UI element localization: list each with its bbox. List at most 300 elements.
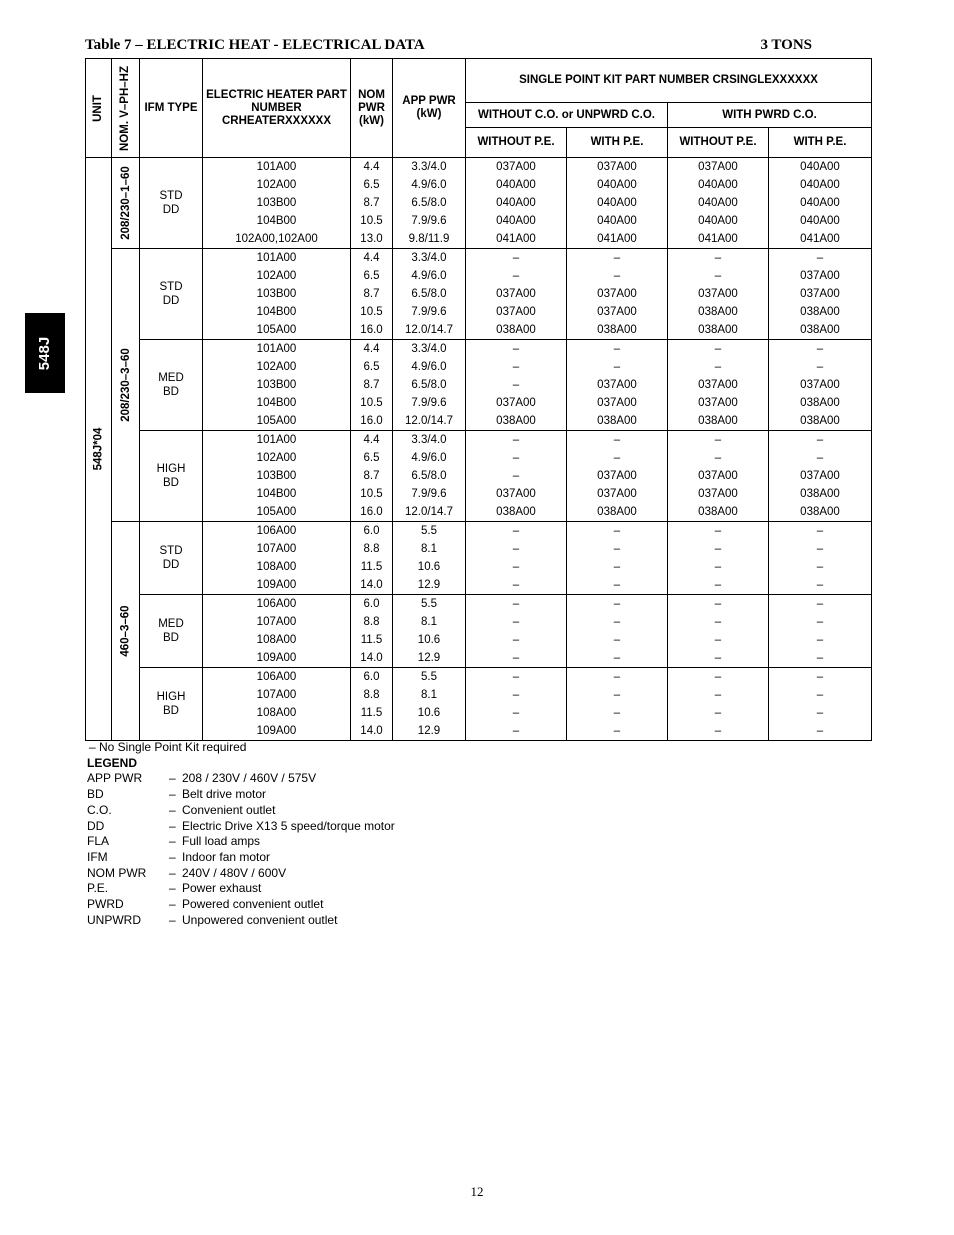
cell-value: 040A00 [800, 161, 840, 173]
c4-cell [769, 249, 872, 340]
cell-value: 8.8 [363, 689, 380, 701]
cell-value: 103B00 [256, 379, 297, 391]
c3-cell [668, 595, 769, 668]
cell-value: 7.9/9.6 [411, 306, 447, 318]
app-cell [393, 249, 466, 340]
cell-value: 4.9/6.0 [411, 270, 447, 282]
legend-item [87, 787, 395, 803]
header-ifm-type: IFM TYPE [140, 59, 203, 158]
cell-value: 8.7 [363, 197, 380, 209]
cell-value: 038A00 [496, 324, 536, 336]
cell-value: – [714, 270, 722, 282]
c2-cell [567, 431, 668, 522]
header-nom-pwr: NOM PWR (kW) [351, 59, 393, 158]
c1-cell [466, 158, 567, 249]
cell-value: 037A00 [698, 379, 738, 391]
cell-value: 041A00 [597, 233, 637, 245]
cell-value: 104B00 [256, 397, 297, 409]
voltage-cell [112, 522, 140, 741]
legend-list [87, 771, 395, 928]
cell-value: – [816, 616, 824, 628]
nom-cell [351, 431, 393, 522]
nom-cell [351, 158, 393, 249]
app-cell [393, 158, 466, 249]
heater-cell [203, 158, 351, 249]
cell-value: 7.9/9.6 [411, 215, 447, 227]
c2-cell [567, 595, 668, 668]
header-without-co: WITHOUT C.O. or UNPWRD C.O. [466, 103, 668, 128]
cell-value: – [714, 634, 722, 646]
c2-cell [567, 249, 668, 340]
legend-desc: Electric Drive X13 5 speed/torque motor [182, 818, 395, 833]
cell-value: – [512, 379, 520, 391]
nom-cell [351, 595, 393, 668]
cell-value: 3.3/4.0 [411, 434, 447, 446]
header-with-pe-1: WITH P.E. [567, 128, 668, 158]
ifm-type-cell [140, 522, 203, 595]
electrical-data-table [85, 58, 872, 741]
table-title-text: Table 7 – ELECTRIC HEAT - ELECTRICAL DATA [85, 37, 425, 53]
header-single-point-kit: SINGLE POINT KIT PART NUMBER CRSINGLEXXXXXX [466, 59, 872, 103]
cell-value: 105A00 [256, 415, 297, 427]
cell-value: – [816, 689, 824, 701]
legend-dash: – [169, 897, 176, 912]
cell-value: 038A00 [597, 324, 637, 336]
cell-value: 107A00 [256, 616, 297, 628]
table-title [85, 37, 812, 54]
cell-value: 5.5 [421, 671, 437, 683]
legend-item [87, 881, 395, 897]
ifm-type-cell [140, 249, 203, 340]
cell-value: – [512, 543, 520, 555]
cell-value: 041A00 [496, 233, 536, 245]
cell-value: – [816, 725, 824, 737]
cell-value: – [714, 579, 722, 591]
cell-value: 4.4 [363, 434, 380, 446]
heater-cell [203, 668, 351, 741]
c3-cell [668, 249, 769, 340]
cell-value: 108A00 [256, 634, 297, 646]
section-side-tab [25, 313, 65, 393]
c2-cell [567, 340, 668, 431]
legend-desc: 208 / 230V / 460V / 575V [182, 771, 317, 786]
cell-value: 041A00 [698, 233, 738, 245]
legend-dash: – [169, 787, 176, 802]
cell-value: 038A00 [800, 488, 840, 500]
ifm-type-line: MED [158, 372, 184, 384]
cell-value: – [714, 671, 722, 683]
table-row [86, 522, 872, 595]
cell-value: 8.7 [363, 470, 380, 482]
legend-dash: – [169, 802, 176, 817]
cell-value: – [816, 434, 824, 446]
cell-value: 16.0 [360, 506, 383, 518]
cell-value: – [816, 525, 824, 537]
cell-value: 037A00 [698, 397, 738, 409]
legend-desc: Unpowered convenient outlet [182, 912, 338, 927]
legend-desc: Belt drive motor [182, 787, 267, 802]
legend-abbr: DD [87, 818, 105, 833]
c3-cell [668, 431, 769, 522]
app-cell [393, 595, 466, 668]
cell-value: 4.4 [363, 161, 380, 173]
side-tab-label: 548J [36, 336, 54, 370]
cell-value: 16.0 [360, 324, 383, 336]
cell-value: – [816, 707, 824, 719]
cell-value: – [714, 434, 722, 446]
ifm-type-line: DD [162, 559, 180, 571]
cell-value: 104B00 [256, 306, 297, 318]
table-row [86, 340, 872, 431]
ifm-type-cell [140, 158, 203, 249]
tonnage-label: 3 TONS [760, 37, 812, 53]
cell-value: 040A00 [698, 179, 738, 191]
cell-value: 10.6 [417, 634, 441, 646]
cell-value: 109A00 [256, 725, 297, 737]
c1-cell [466, 595, 567, 668]
cell-value: 5.5 [421, 525, 437, 537]
cell-value: 5.5 [421, 598, 437, 610]
table-row [86, 668, 872, 741]
cell-value: 13.0 [360, 233, 383, 245]
cell-value: – [613, 343, 621, 355]
cell-value: – [816, 598, 824, 610]
cell-value: 10.5 [360, 306, 383, 318]
cell-value: 3.3/4.0 [411, 252, 447, 264]
cell-value: 12.0/14.7 [405, 415, 453, 427]
cell-value: 038A00 [597, 415, 637, 427]
cell-value: 037A00 [496, 306, 536, 318]
cell-value: – [512, 725, 520, 737]
app-cell [393, 522, 466, 595]
cell-value: 12.9 [417, 652, 441, 664]
legend-abbr: NOM PWR [87, 865, 147, 880]
cell-value: – [714, 561, 722, 573]
cell-value: 6.5/8.0 [411, 197, 447, 209]
header-with-pwrd-co: WITH PWRD C.O. [668, 103, 872, 128]
cell-value: 8.1 [421, 616, 437, 628]
voltage-label: 208/230–3–60 [119, 348, 132, 422]
legend-dash: – [169, 771, 176, 786]
ifm-type-line: HIGH [156, 691, 186, 703]
cell-value: 11.5 [360, 634, 383, 646]
legend-item [87, 771, 395, 787]
cell-value: – [816, 343, 824, 355]
cell-value: 038A00 [496, 415, 536, 427]
ifm-type-line: BD [163, 705, 179, 717]
cell-value: 040A00 [496, 179, 536, 191]
legend-item [87, 866, 395, 882]
ifm-type-cell [140, 431, 203, 522]
c2-cell [567, 158, 668, 249]
ifm-type-line: HIGH [156, 463, 186, 475]
cell-value: 040A00 [597, 179, 637, 191]
cell-value: – [816, 361, 824, 373]
cell-value: 103B00 [256, 288, 297, 300]
cell-value: – [714, 252, 722, 264]
cell-value: – [613, 270, 621, 282]
cell-value: – [714, 525, 722, 537]
nom-cell [351, 249, 393, 340]
cell-value: – [613, 561, 621, 573]
header-unit: UNIT [86, 59, 112, 158]
ifm-type-line: DD [162, 204, 180, 216]
legend-abbr: C.O. [87, 802, 112, 817]
cell-value: 6.0 [363, 671, 380, 683]
cell-value: 038A00 [698, 415, 738, 427]
ifm-type-line: STD [159, 281, 183, 293]
cell-value: 106A00 [256, 598, 297, 610]
voltage-label: 460–3–60 [119, 605, 132, 657]
cell-value: 101A00 [256, 434, 297, 446]
c3-cell [668, 668, 769, 741]
cell-value: 7.9/9.6 [411, 397, 447, 409]
cell-value: – [714, 616, 722, 628]
cell-value: – [714, 707, 722, 719]
unit-label: 548J*04 [92, 427, 105, 471]
cell-value: 038A00 [800, 397, 840, 409]
c3-cell [668, 158, 769, 249]
cell-value: 108A00 [256, 707, 297, 719]
cell-value: 6.0 [363, 525, 380, 537]
ifm-type-line: BD [163, 477, 179, 489]
cell-value: 12.9 [417, 725, 441, 737]
cell-value: 038A00 [698, 506, 738, 518]
ifm-type-cell [140, 340, 203, 431]
c3-cell [668, 340, 769, 431]
cell-value: – [714, 452, 722, 464]
cell-value: 102A00,102A00 [235, 233, 318, 245]
nom-cell [351, 340, 393, 431]
cell-value: – [613, 689, 621, 701]
cell-value: – [613, 252, 621, 264]
cell-value: – [613, 616, 621, 628]
header-app-pwr: APP PWR (kW) [393, 59, 466, 158]
cell-value: 040A00 [597, 215, 637, 227]
cell-value: 10.5 [360, 488, 383, 500]
legend-abbr: IFM [87, 849, 108, 864]
cell-value: – [613, 543, 621, 555]
c1-cell [466, 249, 567, 340]
cell-value: 037A00 [800, 288, 840, 300]
app-cell [393, 340, 466, 431]
cell-value: 4.9/6.0 [411, 452, 447, 464]
cell-value: 037A00 [597, 161, 637, 173]
cell-value: – [714, 361, 722, 373]
ifm-type-line: STD [159, 545, 183, 557]
legend-item [87, 897, 395, 913]
legend-desc: 240V / 480V / 600V [182, 865, 287, 880]
cell-value: – [512, 652, 520, 664]
cell-value: – [714, 543, 722, 555]
legend-abbr: APP PWR [87, 771, 143, 786]
cell-value: 040A00 [496, 197, 536, 209]
voltage-cell [112, 158, 140, 249]
legend-abbr: BD [87, 787, 104, 802]
cell-value: 038A00 [800, 306, 840, 318]
legend-item [87, 850, 395, 866]
table-footer [87, 740, 395, 928]
header-heater-part: ELECTRIC HEATER PART NUMBER CRHEATERXXXXXX [203, 59, 351, 158]
ifm-type-cell [140, 595, 203, 668]
c4-cell [769, 595, 872, 668]
cell-value: – [613, 634, 621, 646]
legend-dash: – [169, 881, 176, 896]
voltage-label: 208/230–1–60 [119, 166, 132, 240]
cell-value: 037A00 [597, 379, 637, 391]
cell-value: – [613, 671, 621, 683]
cell-value: 040A00 [800, 215, 840, 227]
heater-cell [203, 595, 351, 668]
cell-value: – [613, 707, 621, 719]
legend-dash: – [169, 849, 176, 864]
ifm-type-line: STD [159, 190, 183, 202]
cell-value: 8.1 [421, 689, 437, 701]
heater-cell [203, 431, 351, 522]
cell-value: – [512, 579, 520, 591]
cell-value: 9.8/11.9 [408, 233, 450, 245]
voltage-cell [112, 249, 140, 522]
cell-value: 10.5 [360, 215, 383, 227]
cell-value: 8.8 [363, 616, 380, 628]
cell-value: – [512, 452, 520, 464]
cell-value: – [613, 725, 621, 737]
cell-value: 103B00 [256, 470, 297, 482]
cell-value: 3.3/4.0 [411, 161, 447, 173]
legend-title: LEGEND [87, 755, 138, 770]
ifm-type-line: BD [163, 632, 179, 644]
cell-value: 038A00 [800, 324, 840, 336]
cell-value: 6.5 [363, 179, 380, 191]
cell-value: 037A00 [597, 288, 637, 300]
cell-value: – [613, 525, 621, 537]
cell-value: – [512, 270, 520, 282]
table-row [86, 595, 872, 668]
cell-value: – [512, 343, 520, 355]
cell-value: 6.5 [363, 270, 380, 282]
cell-value: 14.0 [360, 652, 383, 664]
cell-value: – [816, 634, 824, 646]
cell-value: – [512, 616, 520, 628]
cell-value: – [512, 470, 520, 482]
legend-item [87, 819, 395, 835]
cell-value: – [613, 361, 621, 373]
table-row [86, 158, 872, 249]
page-number: 12 [470, 1184, 484, 1199]
cell-value: – [613, 652, 621, 664]
cell-value: 6.5/8.0 [411, 288, 447, 300]
cell-value: – [512, 707, 520, 719]
table-body [86, 158, 872, 741]
legend-abbr: UNPWRD [87, 912, 141, 927]
cell-value: 038A00 [698, 306, 738, 318]
cell-value: 16.0 [360, 415, 383, 427]
cell-value: – [512, 252, 520, 264]
cell-value: 040A00 [698, 215, 738, 227]
cell-value: – [613, 598, 621, 610]
legend-dash: – [169, 834, 176, 849]
cell-value: 040A00 [800, 197, 840, 209]
c1-cell [466, 668, 567, 741]
legend-item [87, 803, 395, 819]
cell-value: 037A00 [698, 470, 738, 482]
legend-desc: Indoor fan motor [182, 849, 271, 864]
legend-item [87, 913, 395, 929]
cell-value: 037A00 [496, 488, 536, 500]
cell-value: 037A00 [496, 288, 536, 300]
cell-value: 8.8 [363, 543, 380, 555]
cell-value: 107A00 [256, 689, 297, 701]
footnote: – No Single Point Kit required [89, 740, 247, 754]
ifm-type-cell [140, 668, 203, 741]
cell-value: 037A00 [597, 306, 637, 318]
cell-value: 037A00 [597, 397, 637, 409]
cell-value: 038A00 [597, 506, 637, 518]
cell-value: 105A00 [256, 506, 297, 518]
cell-value: 037A00 [496, 397, 536, 409]
cell-value: 4.4 [363, 252, 380, 264]
cell-value: 037A00 [698, 288, 738, 300]
ifm-type-line: DD [162, 295, 180, 307]
app-cell [393, 431, 466, 522]
cell-value: 8.7 [363, 379, 380, 391]
cell-value: 14.0 [360, 725, 383, 737]
c4-cell [769, 340, 872, 431]
cell-value: 12.9 [417, 579, 441, 591]
cell-value: – [714, 343, 722, 355]
cell-value: – [816, 652, 824, 664]
cell-value: 037A00 [800, 470, 840, 482]
cell-value: 4.9/6.0 [411, 179, 447, 191]
legend-dash: – [169, 912, 176, 927]
header-nom-voltage: NOM. V–PH–HZ [112, 59, 140, 158]
c4-cell [769, 522, 872, 595]
cell-value: 12.0/14.7 [405, 324, 453, 336]
cell-value: 102A00 [256, 452, 297, 464]
cell-value: 038A00 [496, 506, 536, 518]
legend-abbr: PWRD [87, 897, 124, 912]
cell-value: 040A00 [496, 215, 536, 227]
cell-value: 038A00 [800, 415, 840, 427]
cell-value: 040A00 [597, 197, 637, 209]
cell-value: 106A00 [256, 671, 297, 683]
nom-cell [351, 668, 393, 741]
ifm-type-line: BD [163, 386, 179, 398]
cell-value: 10.5 [360, 397, 383, 409]
c2-cell [567, 668, 668, 741]
legend-desc: Power exhaust [182, 881, 262, 896]
cell-value: – [512, 689, 520, 701]
cell-value: 10.6 [417, 561, 441, 573]
cell-value: – [714, 598, 722, 610]
legend-desc: Full load amps [182, 834, 261, 849]
cell-value: 041A00 [800, 233, 840, 245]
cell-value: 11.5 [360, 707, 383, 719]
cell-value: 037A00 [800, 379, 840, 391]
cell-value: 038A00 [698, 324, 738, 336]
cell-value: – [613, 434, 621, 446]
cell-value: 12.0/14.7 [405, 506, 453, 518]
cell-value: – [512, 525, 520, 537]
cell-value: 037A00 [698, 488, 738, 500]
legend-desc: Powered convenient outlet [182, 897, 324, 912]
heater-cell [203, 522, 351, 595]
cell-value: 037A00 [800, 270, 840, 282]
legend-dash: – [169, 818, 176, 833]
heater-cell [203, 249, 351, 340]
cell-value: 14.0 [360, 579, 383, 591]
c4-cell [769, 431, 872, 522]
